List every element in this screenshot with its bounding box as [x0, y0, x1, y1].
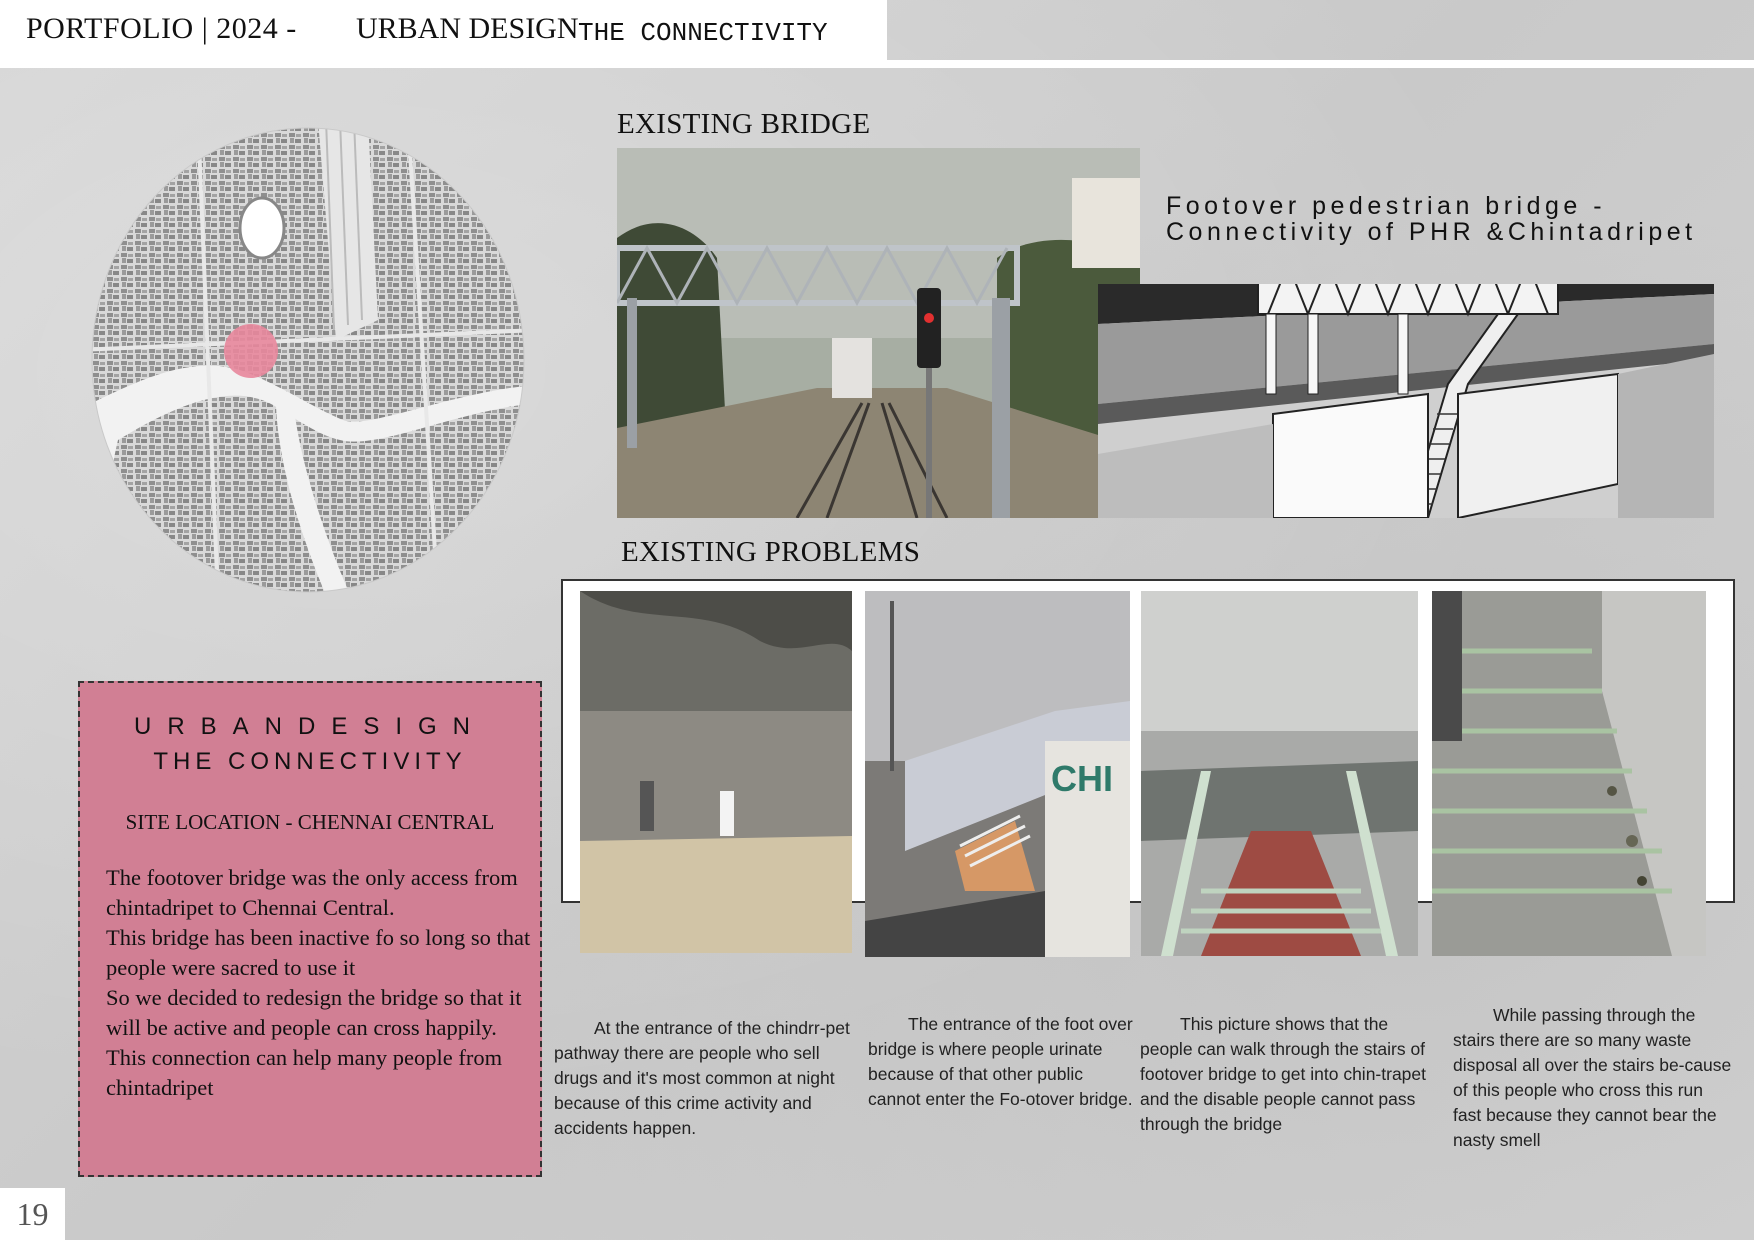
bridge-caption	[1166, 193, 1697, 245]
info-body-text	[106, 863, 531, 1103]
section-heading-existing-bridge: EXISTING BRIDGE	[617, 108, 871, 140]
bridge-3d-model	[1098, 284, 1714, 518]
problem-description-2: The entrance of the foot over bridge is where people urinate because of that other public cannot enter the Fo-otover bridge.	[868, 1014, 1133, 1109]
problem-description-1: At the entrance of the chindrr-pet pathway there are people who sell drugs and it's most common at night because of this crime activity and accidents happen.	[554, 1018, 850, 1138]
svg-text:CHI: CHI	[1051, 758, 1113, 799]
problem-description-4: While passing through the stairs there are so many waste disposal all over the stairs be-cause of this people who cross this run fast because they cannot bear the nasty smell	[1453, 1005, 1732, 1150]
header-portfolio-label: PORTFOLIO | 2024 -	[26, 12, 297, 45]
info-body-line: The footover bridge was the only access from	[106, 865, 518, 890]
info-body-line: chintadripet	[106, 1075, 214, 1100]
problem-photo-pathway-wall	[580, 591, 852, 953]
info-body-line: This connection can help many people from	[106, 1045, 503, 1070]
header-rule	[887, 60, 1754, 68]
info-body-line: will be active and people can cross happily.	[106, 1015, 497, 1040]
info-body-line: This bridge has been inactive fo so long so that	[106, 925, 531, 950]
header-connectivity-label: THE CONNECTIVITY	[578, 18, 828, 48]
info-title-urbandesign: URBANDESIGN	[133, 713, 487, 740]
problem-photo-waste-stairs	[1432, 591, 1706, 956]
site-location-label: SITE LOCATION - CHENNAI CENTRAL	[125, 810, 495, 834]
site-marker	[224, 324, 278, 378]
info-body-line: chintadripet to Chennai Central.	[106, 895, 395, 920]
problem-photo-bridge-entrance	[865, 591, 1130, 957]
info-body-line: people were sacred to use it	[106, 955, 356, 980]
problem-description-3: This picture shows that the people can walk through the stairs of footover bridge to get into chin-trapet and the disable people cannot pass through the bridge	[1140, 1014, 1427, 1134]
page-number: 19	[0, 1188, 65, 1240]
site-map	[78, 120, 538, 600]
project-info-box	[78, 681, 542, 1177]
section-heading-existing-problems: EXISTING PROBLEMS	[621, 536, 921, 568]
bridge-caption-line2: Connectivity of PHR &Chintadripet	[1166, 218, 1697, 246]
bridge-caption-line1: Footover pedestrian bridge -	[1166, 192, 1607, 220]
info-body-line: So we decided to redesign the bridge so that it	[106, 985, 522, 1010]
problem-photo-bridge-stairs	[1141, 591, 1418, 956]
header-urban-design-label: URBAN DESIGN	[356, 12, 579, 45]
info-title-connectivity: THE CONNECTIVITY	[153, 748, 467, 775]
bridge-photo	[617, 148, 1140, 518]
